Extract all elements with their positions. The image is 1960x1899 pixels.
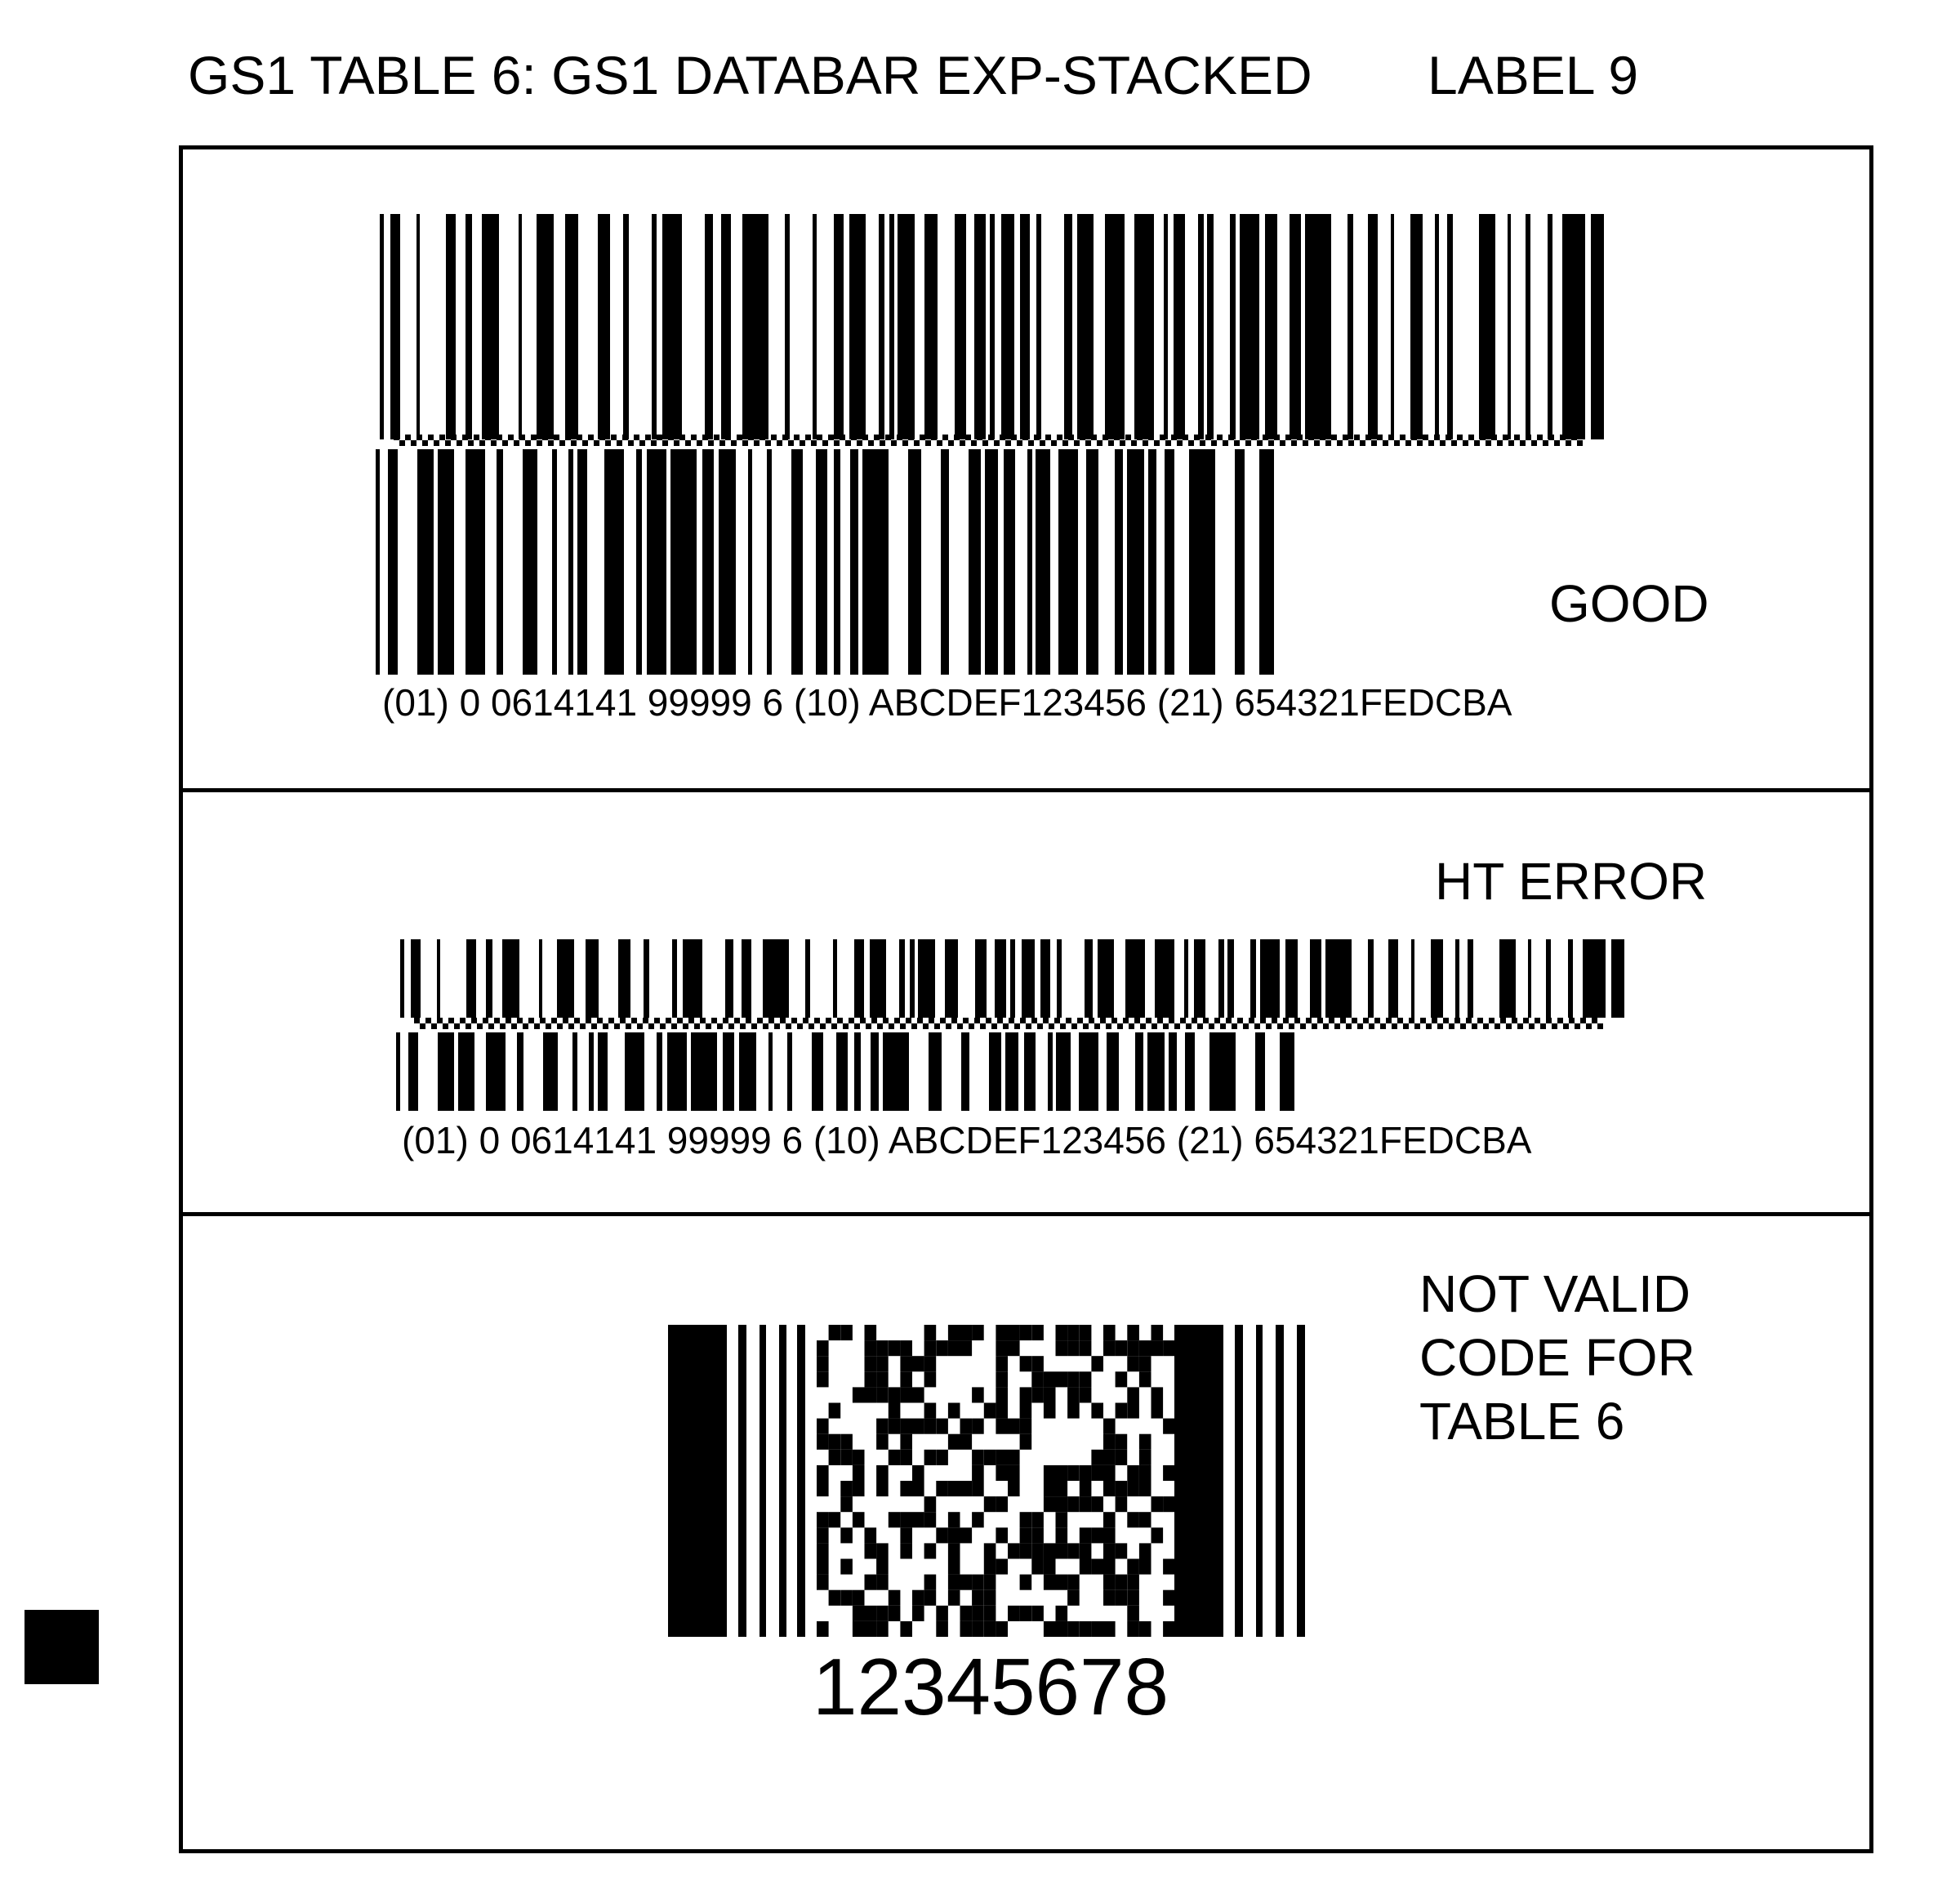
human-readable-pdf: 12345678 <box>813 1642 1169 1732</box>
status-line-3: TABLE 6 <box>1419 1392 1625 1451</box>
pdf417-barcode <box>668 1325 1310 1637</box>
label-number: LABEL 9 <box>1428 45 1639 105</box>
barcode-good-separator <box>394 435 1583 446</box>
panel-divider-1 <box>179 788 1873 792</box>
registration-mark <box>24 1610 99 1684</box>
page-title <box>188 42 1639 108</box>
barcode-good-row1 <box>380 214 1605 439</box>
status-line-2: CODE FOR <box>1419 1328 1695 1387</box>
barcode-ht-row1 <box>400 939 1625 1018</box>
barcode-ht-row2 <box>396 1032 1294 1111</box>
human-readable-ht-error: (01) 0 0614141 99999 6 (10) ABCDEF123456 (21) 654321FEDCBA <box>402 1119 1532 1161</box>
panel-divider-2 <box>179 1212 1873 1216</box>
human-readable-good: (01) 0 0614141 99999 6 (10) ABCDEF123456 (21) 654321FEDCBA <box>382 681 1512 724</box>
barcode-good-row2 <box>376 449 1274 675</box>
status-line-1: NOT VALID <box>1419 1264 1690 1323</box>
barcode-ht-separator <box>414 1018 1603 1029</box>
status-not-valid <box>1419 1262 1695 1453</box>
status-good: GOOD <box>1549 574 1709 633</box>
status-ht-error: HT ERROR <box>1435 852 1708 911</box>
table-title: GS1 TABLE 6: GS1 DATABAR EXP-STACKED <box>188 45 1312 105</box>
